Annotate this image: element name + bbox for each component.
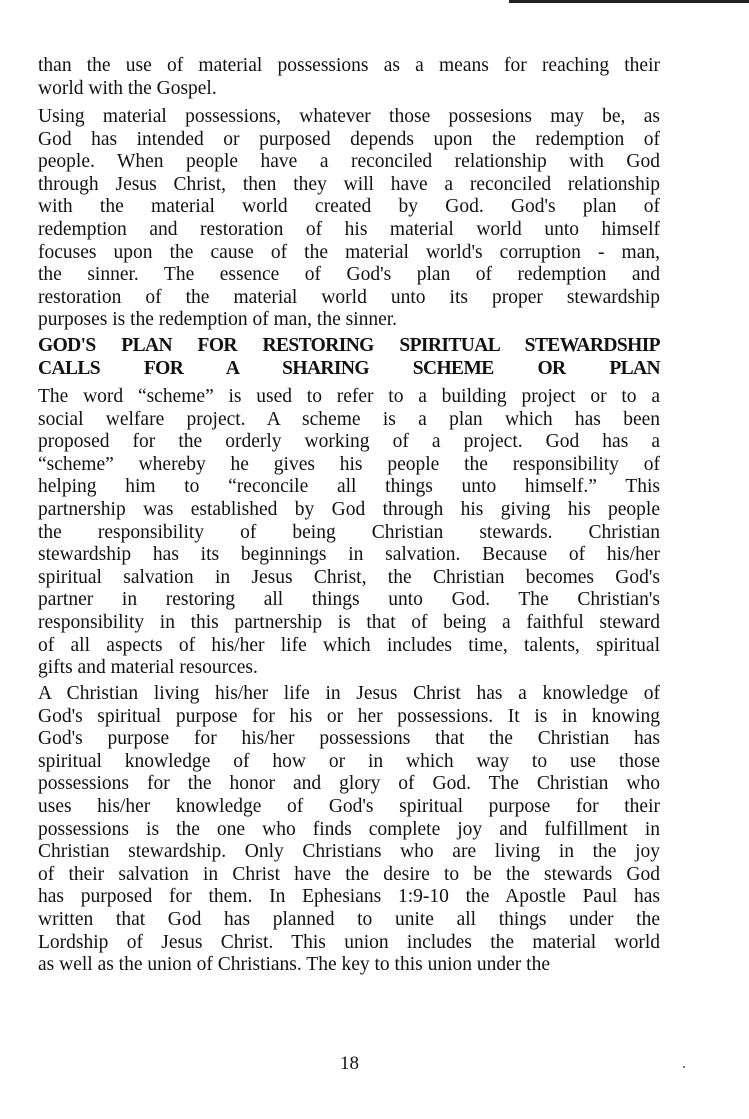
text-line: possessions is the one who finds complete joy and fulfillment in (38, 818, 660, 840)
text-line: helping him to “reconcile all things unto himself.” This (38, 476, 660, 498)
text-line: Using material possessions, whatever those possesions may be, as (38, 106, 660, 127)
text-line: God's purpose for his/her possessions that the Christian has (38, 728, 660, 750)
text-line: through Jesus Christ, then they will have a reconciled relationship (38, 173, 660, 195)
text-line: restoration of the material world unto its proper stewardship (38, 286, 660, 308)
text-line: stewardship has its beginnings in salvation. Because of his/her (38, 544, 660, 566)
text-line: spiritual salvation in Jesus Christ, the Christian becomes God's (38, 566, 660, 588)
paragraph-material-possessions (38, 106, 660, 332)
text-line: GOD'S PLAN FOR RESTORING SPIRITUAL STEWARDSHIP (38, 335, 660, 356)
text-line: The word “scheme” is used to refer to a building project or to a (38, 386, 660, 407)
text-line: possessions for the honor and glory of God. The Christian who (38, 773, 660, 795)
text-line: people. When people have a reconciled relationship with God (38, 151, 660, 173)
text-line: spiritual knowledge of how or in which way to use those (38, 750, 660, 772)
text-line: proposed for the orderly working of a project. God has a (38, 431, 660, 453)
text-line: the sinner. The essence of God's plan of redemption and (38, 264, 660, 286)
text-line: Christian stewardship. Only Christians who are living in the joy (38, 841, 660, 863)
scan-edge-line (509, 0, 749, 3)
text-line: Lordship of Jesus Christ. This union includes the material world (38, 931, 660, 953)
text-line: has purposed for them. In Ephesians 1:9-10 the Apostle Paul has (38, 886, 660, 908)
text-line: written that God has planned to unite all things under the (38, 908, 660, 930)
page-number: 18 (340, 1053, 359, 1074)
text-line: uses his/her knowledge of God's spiritual purpose for their (38, 795, 660, 817)
text-line: “scheme” whereby he gives his people the responsibility of (38, 453, 660, 475)
text-line: A Christian living his/her life in Jesus Christ has a knowledge of (38, 683, 660, 704)
text-line: as well as the union of Christians. The key to this union under the (38, 954, 550, 976)
text-line: God has intended or purposed depends upon the redemption of (38, 128, 660, 150)
section-heading (38, 335, 660, 380)
text-line: of their salvation in Christ have the desire to be the stewards God (38, 863, 660, 885)
text-line: purposes is the redemption of man, the sinner. (38, 309, 398, 331)
text-line: world with the Gospel. (38, 77, 217, 99)
paragraph-scheme (38, 386, 660, 680)
text-line: God's spiritual purpose for his or her possessions. It is in knowing (38, 705, 660, 727)
paragraph-christian-living (38, 683, 660, 977)
text-line: partner in restoring all things unto God. The Christian's (38, 589, 660, 611)
text-line: social welfare project. A scheme is a plan which has been (38, 408, 660, 430)
text-line: of all aspects of his/her life which includes time, talents, spiritual (38, 634, 660, 656)
text-line: CALLS FOR A SHARING SCHEME OR PLAN (38, 357, 660, 379)
text-line: the responsibility of being Christian stewards. Christian (38, 521, 660, 543)
text-line: partnership was established by God through his giving his people (38, 498, 660, 520)
text-line: gifts and material resources. (38, 657, 258, 679)
text-line: focuses upon the cause of the material world's corruption - man, (38, 241, 660, 263)
paragraph-intro-continuation (38, 55, 660, 100)
text-line: with the material world created by God. God's plan of (38, 196, 660, 218)
text-line: redemption and restoration of his material world unto himself (38, 218, 660, 240)
text-line: responsibility in this partnership is that of being a faithful steward (38, 611, 660, 633)
scan-speck (683, 1066, 685, 1068)
text-line: than the use of material possessions as a means for reaching their (38, 55, 660, 76)
